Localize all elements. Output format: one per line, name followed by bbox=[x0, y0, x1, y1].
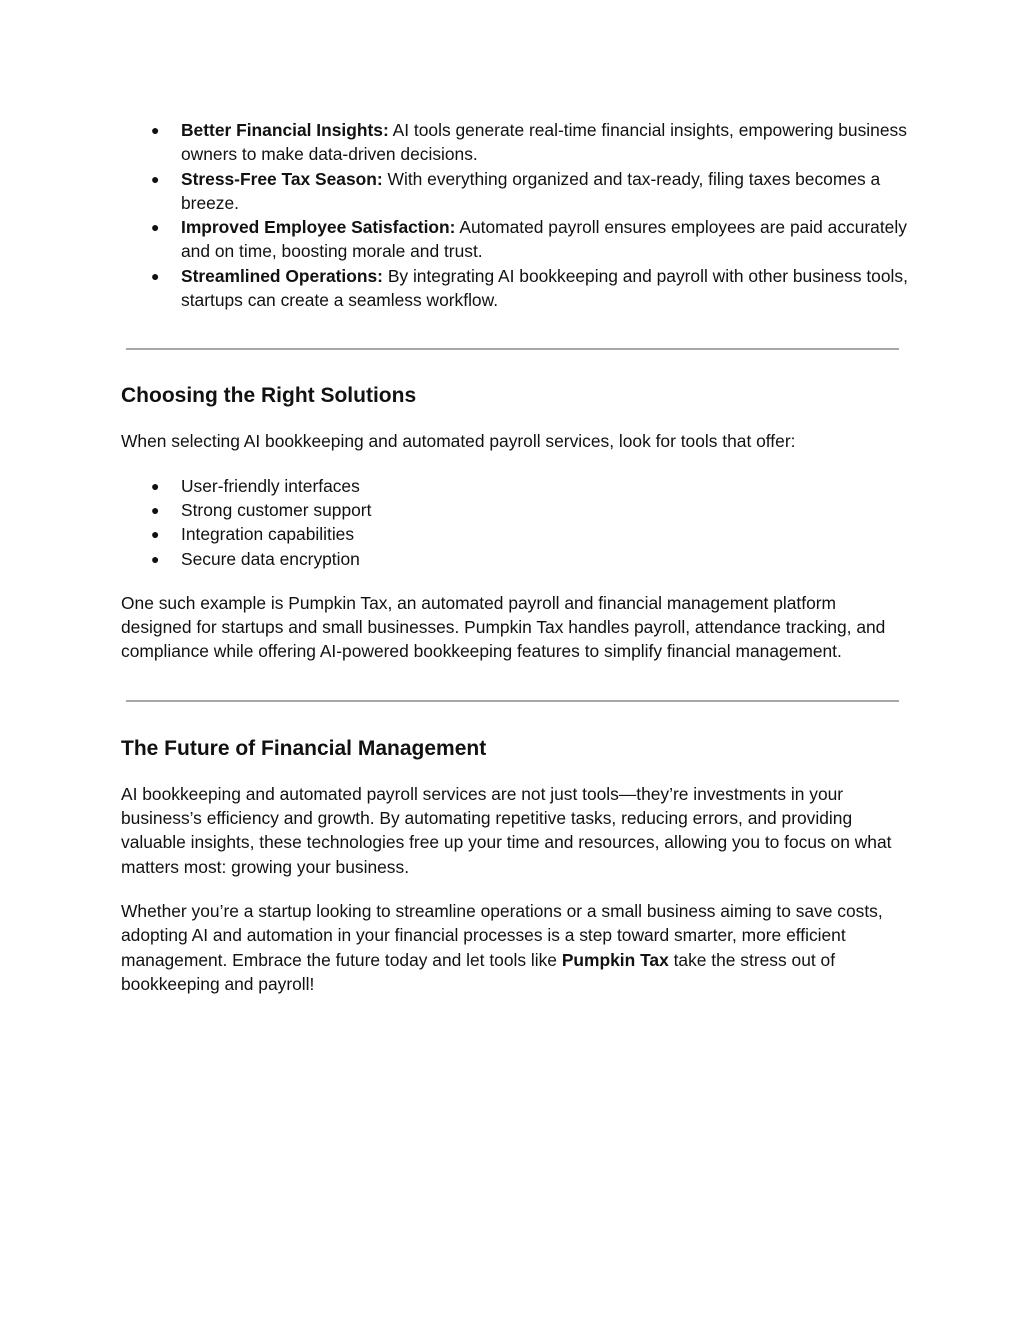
criteria-list bbox=[121, 474, 911, 571]
bullet-icon: ● bbox=[151, 477, 160, 494]
bullet-icon: ● bbox=[151, 501, 160, 518]
list-item bbox=[121, 547, 911, 571]
list-item-title: Better Financial Insights: bbox=[181, 120, 389, 140]
bullet-icon: ● bbox=[151, 122, 160, 138]
choosing-example: One such example is Pumpkin Tax, an automated payroll and financial management platform designed for startups and small businesses. Pumpkin Tax handles payroll, attendance tracking, and compliance while offering AI-powered bookkeeping features to simplify financial management. bbox=[121, 592, 886, 662]
section-heading-choosing: Choosing the Right Solutions bbox=[121, 384, 417, 408]
list-item-text: Integration capabilities bbox=[181, 524, 355, 545]
list-item-text: AI tools generate real-time financial insights, empowering business owners to make data-driven decisions. bbox=[181, 120, 907, 165]
list-item-text: User-friendly interfaces bbox=[181, 475, 360, 496]
bullet-icon: ● bbox=[151, 219, 160, 236]
future-paragraph-2-end: take the stress out of bookkeeping and payroll! bbox=[121, 949, 836, 994]
future-paragraph-2 bbox=[121, 899, 911, 996]
list-item-text: With everything organized and tax-ready, filing taxes becomes a breeze. bbox=[181, 168, 881, 213]
future-paragraph-1: AI bookkeeping and automated payroll services are not just tools—they’re investments in your business’s efficiency and growth. By automating repetitive tasks, reducing errors, and providing valuable insights, these technologies free up your time and resources, allowing you to focus on what matters most: growing your business. bbox=[121, 783, 892, 877]
list-item bbox=[121, 498, 911, 522]
bullet-icon: ● bbox=[151, 550, 160, 567]
bullet-icon: ● bbox=[151, 170, 160, 187]
list-item-title: Improved Employee Satisfaction: bbox=[181, 217, 456, 238]
section-divider bbox=[126, 348, 899, 350]
choosing-intro: When selecting AI bookkeeping and automated payroll services, look for tools that offer: bbox=[121, 431, 796, 452]
list-item-text: Automated payroll ensures employees are paid accurately and on time, boosting morale and trust. bbox=[181, 217, 907, 262]
document-page bbox=[121, 118, 911, 996]
list-item-text: Strong customer support bbox=[181, 499, 372, 520]
future-paragraph-2-text: Whether you’re a startup looking to streamline operations or a small business aiming to save costs, adopting AI and automation in your financial processes is a step toward smarter, more efficient management. Embrace the future today and let tools like bbox=[121, 900, 883, 970]
bullet-icon: ● bbox=[151, 526, 160, 543]
list-item-title: Streamlined Operations: bbox=[181, 265, 383, 286]
list-item-text: Secure data encryption bbox=[181, 548, 360, 569]
list-item-text: By integrating AI bookkeeping and payroll with other business tools, startups can create a seamless workflow. bbox=[181, 265, 908, 311]
list-item bbox=[121, 264, 971, 313]
list-item bbox=[121, 522, 911, 546]
list-item bbox=[121, 118, 916, 167]
benefits-list bbox=[121, 118, 911, 312]
list-item bbox=[121, 167, 881, 216]
brand-name: Pumpkin Tax bbox=[561, 949, 669, 970]
section-divider bbox=[126, 700, 899, 702]
list-item-title: Stress-Free Tax Season: bbox=[181, 168, 383, 189]
list-item bbox=[121, 474, 911, 498]
bullet-icon: ● bbox=[151, 267, 160, 284]
list-item bbox=[121, 215, 921, 264]
section-heading-future: The Future of Financial Management bbox=[121, 736, 487, 760]
